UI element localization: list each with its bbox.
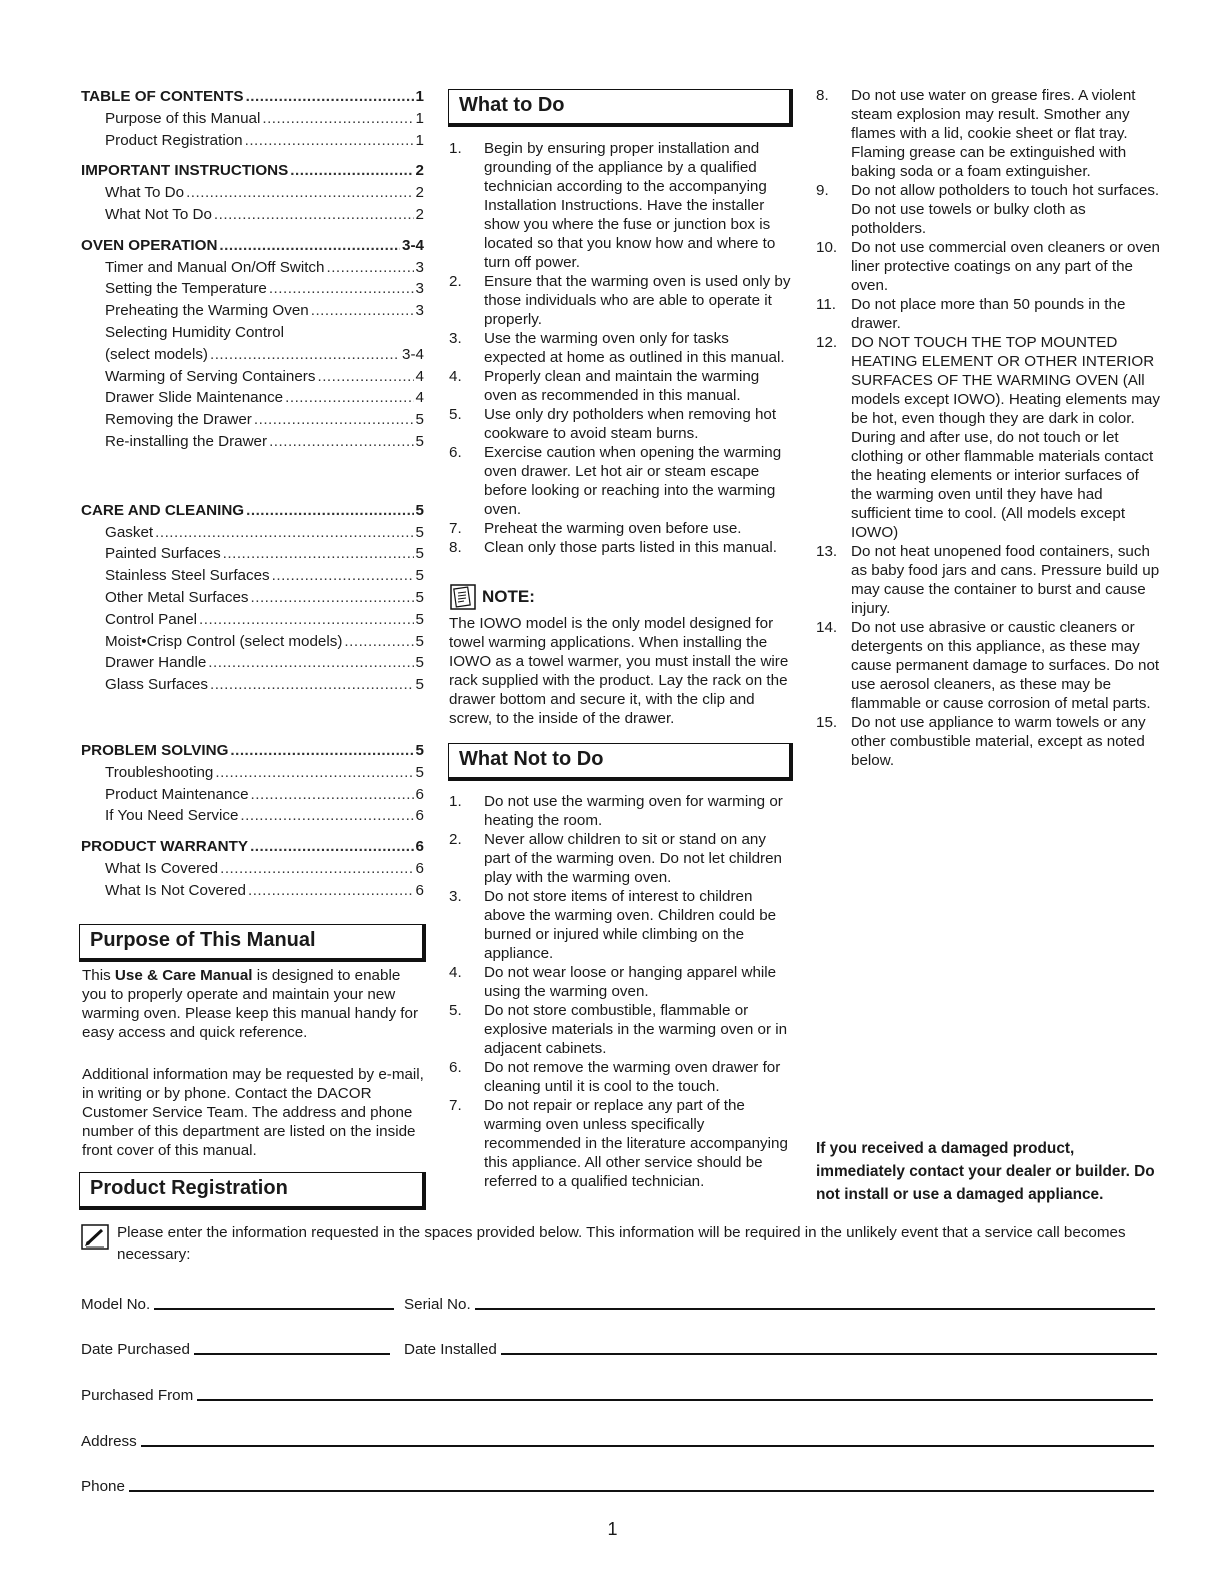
purpose-paragraph-1: This Use & Care Manual is designed to enable you to properly operate and maintain your new warming oven. Please keep this manual handy for easy access and quick reference.	[82, 967, 419, 1041]
toc-entry-title: Product Registration	[105, 131, 243, 149]
toc-entry-title: Selecting Humidity Control	[105, 323, 284, 341]
toc-entry	[81, 344, 424, 366]
note-text: The IOWO model is the only model designed for towel warming applications. When installing the IOWO as a towel warmer, you must install the wire rack supplied with the product. Lay the rack on the drawer bottom and secure it, with the clip and screw, to the inside of the drawer.	[449, 615, 789, 727]
toc-spacer	[81, 226, 424, 235]
note-title: NOTE:	[482, 587, 535, 606]
toc-entry-title: Warming of Serving Containers	[105, 367, 316, 385]
toc-entry-title: If You Need Service	[105, 807, 239, 825]
what-not-to-do-list	[449, 792, 793, 1191]
date-purchased-label: Date Purchased	[81, 1341, 190, 1358]
toc-page-number: 6	[415, 859, 424, 877]
list-item-text: Exercise caution when opening the warming oven drawer. Let hot air or steam escape before looking or reaching into the warming oven.	[484, 444, 782, 518]
toc-page-number: 1	[415, 131, 424, 149]
toc-leader-dots	[269, 278, 414, 300]
purpose-heading: Purpose of This Manual	[79, 924, 426, 962]
toc-entry	[81, 674, 424, 696]
list-item-text: Do not use the warming oven for warming or heating the room.	[484, 793, 783, 829]
what-not-to-do-list-continued	[816, 86, 1160, 770]
toc-entry	[81, 587, 424, 609]
note-heading	[450, 584, 535, 610]
serial-number-field[interactable]	[404, 1291, 1155, 1313]
toc-page-number: 2	[415, 184, 424, 202]
list-item	[449, 538, 791, 557]
list-item-number: 7.	[449, 520, 462, 537]
table-of-contents	[81, 86, 424, 902]
toc-page-number: 5	[415, 545, 424, 563]
list-item-text: DO NOT TOUCH THE TOP MOUNTED HEATING ELEMENT OR OTHER INTERIOR SURFACES OF THE WARMING OVEN (All models except IOWO). Heating elements may be hot, even though they are dark in color. During and after use, do not touch or let clothing or other flammable materials contact the heating elements or interior surfaces of the warming oven until they have had sufficient time to cool. (All models except IOWO)	[851, 334, 1160, 541]
toc-page-number: 5	[415, 763, 424, 781]
model-number-line[interactable]	[154, 1308, 394, 1310]
toc-leader-dots	[344, 631, 413, 653]
toc-spacer	[81, 453, 424, 500]
toc-entry	[81, 522, 424, 544]
list-item-number: 4.	[449, 368, 462, 385]
toc-entry-title: Troubleshooting	[105, 763, 214, 781]
toc-section-entry	[81, 86, 424, 108]
toc-spacer	[81, 696, 424, 740]
toc-page-number: 6	[415, 838, 424, 856]
toc-leader-dots	[317, 366, 413, 388]
toc-page-number: 2	[415, 162, 424, 180]
list-item-number: 8.	[449, 539, 462, 556]
list-item	[449, 329, 791, 367]
toc-entry	[81, 108, 424, 130]
list-item-text: Do not remove the warming oven drawer for cleaning until it is cool to the touch.	[484, 1059, 781, 1095]
list-item-number: 8.	[816, 87, 829, 104]
toc-entry-title: Setting the Temperature	[105, 280, 267, 298]
toc-entry	[81, 278, 424, 300]
toc-page-number: 1	[415, 109, 424, 127]
toc-entry	[81, 652, 424, 674]
toc-leader-dots	[223, 543, 414, 565]
purchased-from-line[interactable]	[197, 1399, 1153, 1401]
list-item	[816, 713, 1160, 770]
toc-page-number: 6	[415, 785, 424, 803]
list-item-number: 9.	[816, 182, 829, 199]
toc-entry	[81, 431, 424, 453]
toc-leader-dots	[210, 674, 414, 696]
pencil-icon	[81, 1224, 109, 1250]
toc-leader-dots	[262, 108, 413, 130]
toc-entry	[81, 322, 424, 344]
toc-page-number: 6	[415, 807, 424, 825]
toc-section-entry	[81, 500, 424, 522]
toc-leader-dots	[246, 500, 413, 522]
toc-leader-dots	[240, 805, 413, 827]
toc-entry	[81, 762, 424, 784]
toc-entry	[81, 182, 424, 204]
list-item-text: Use the warming oven only for tasks expected at home as outlined in this manual.	[484, 330, 785, 366]
list-item-number: 2.	[449, 273, 462, 290]
list-item-text: Never allow children to sit or stand on any part of the warming oven. Do not let children play with the warming oven.	[484, 831, 783, 886]
list-item-number: 5.	[449, 1002, 462, 1019]
toc-entry-title: Drawer Handle	[105, 654, 207, 672]
toc-leader-dots	[215, 762, 413, 784]
note-icon	[450, 584, 476, 610]
toc-entry-title: Gasket	[105, 523, 154, 541]
date-installed-label: Date Installed	[404, 1341, 497, 1358]
list-item	[449, 519, 791, 538]
toc-leader-dots	[251, 784, 414, 806]
toc-leader-dots	[245, 130, 414, 152]
toc-entry	[81, 257, 424, 279]
list-item	[449, 1096, 793, 1191]
list-item	[449, 272, 791, 329]
toc-leader-dots	[272, 565, 414, 587]
toc-leader-dots	[230, 740, 413, 762]
toc-page-number: 3	[415, 302, 424, 320]
toc-entry	[81, 880, 424, 902]
toc-entry-title: Control Panel	[105, 610, 198, 628]
list-item-text: Ensure that the warming oven is used only by those individuals who are able to operate it properly.	[484, 273, 791, 328]
list-item	[449, 1058, 793, 1096]
toc-leader-dots	[311, 300, 414, 322]
toc-entry-title: Removing the Drawer	[105, 411, 252, 429]
toc-entry	[81, 300, 424, 322]
toc-page-number: 5	[415, 676, 424, 694]
list-item	[449, 887, 793, 963]
toc-leader-dots	[250, 836, 413, 858]
list-item-number: 11.	[816, 296, 836, 313]
list-item-number: 1.	[449, 793, 462, 810]
date-installed-field[interactable]	[404, 1336, 1157, 1358]
phone-label: Phone	[81, 1478, 125, 1495]
what-to-do-heading: What to Do	[448, 89, 793, 127]
toc-leader-dots	[210, 344, 400, 366]
toc-leader-dots	[155, 522, 413, 544]
toc-section-entry	[81, 836, 424, 858]
address-label: Address	[81, 1433, 137, 1450]
what-not-to-do-heading: What Not to Do	[448, 743, 793, 781]
list-item-number: 4.	[449, 964, 462, 981]
list-item	[816, 542, 1160, 618]
phone-field[interactable]	[81, 1473, 1154, 1495]
toc-page-number: 5	[415, 741, 424, 759]
toc-page-number: 5	[415, 654, 424, 672]
list-item-text: Do not allow potholders to touch hot surfaces. Do not use towels or bulky cloth as potholders.	[851, 182, 1160, 237]
toc-section-entry	[81, 740, 424, 762]
list-item	[816, 618, 1160, 713]
toc-page-number: 5	[415, 610, 424, 628]
toc-entry-title: Preheating the Warming Oven	[105, 302, 309, 320]
toc-leader-dots	[251, 587, 414, 609]
list-item-number: 15.	[816, 714, 838, 731]
toc-leader-dots	[220, 858, 413, 880]
list-item	[449, 963, 793, 1001]
toc-entry-title: PROBLEM SOLVING	[81, 741, 229, 759]
toc-entry	[81, 130, 424, 152]
list-item-number: 7.	[449, 1097, 462, 1114]
list-item-number: 10.	[816, 239, 838, 256]
toc-page-number: 3-4	[402, 236, 424, 254]
toc-entry	[81, 204, 424, 226]
toc-leader-dots	[214, 204, 414, 226]
toc-entry-title: Other Metal Surfaces	[105, 588, 249, 606]
toc-leader-dots	[199, 609, 414, 631]
serial-number-label: Serial No.	[404, 1296, 471, 1313]
toc-leader-dots	[208, 652, 413, 674]
registration-intro	[81, 1222, 1171, 1265]
list-item-number: 1.	[449, 140, 462, 157]
list-item	[816, 333, 1160, 542]
toc-leader-dots	[285, 387, 413, 409]
toc-page-number: 5	[415, 567, 424, 585]
toc-entry	[81, 609, 424, 631]
list-item-text: Preheat the warming oven before use.	[484, 520, 742, 537]
list-item-text: Do not store items of interest to children above the warming oven. Children could be burned or injured while climbing on the appliance.	[484, 888, 777, 962]
address-field[interactable]	[81, 1428, 1154, 1450]
registration-heading: Product Registration	[79, 1172, 426, 1210]
list-item-number: 6.	[449, 444, 462, 461]
list-item-number: 14.	[816, 619, 838, 636]
list-item	[449, 367, 791, 405]
toc-entry-title: OVEN OPERATION	[81, 236, 218, 254]
toc-entry-title: Stainless Steel Surfaces	[105, 567, 270, 585]
toc-entry-title: TABLE OF CONTENTS	[81, 88, 244, 105]
toc-entry-title: What To Do	[105, 184, 185, 202]
toc-leader-dots	[269, 431, 413, 453]
list-item-text: Do not use commercial oven cleaners or oven liner protective coatings on any part of the oven.	[851, 239, 1160, 294]
serial-number-line[interactable]	[475, 1308, 1155, 1310]
toc-entry-title: What Is Covered	[105, 859, 219, 877]
toc-page-number: 5	[415, 501, 424, 519]
toc-leader-dots	[186, 182, 413, 204]
toc-page-number: 5	[415, 588, 424, 606]
toc-page-number: 5	[415, 432, 424, 450]
toc-entry	[81, 784, 424, 806]
toc-entry-title: PRODUCT WARRANTY	[81, 838, 249, 856]
toc-entry-title: Painted Surfaces	[105, 545, 221, 563]
list-item-text: Do not repair or replace any part of the warming oven unless specifically recommended in the literature accompanying this appliance. All other service should be referred to a qualified technician.	[484, 1097, 788, 1190]
toc-leader-dots	[254, 409, 414, 431]
list-item-text: Do not store combustible, flammable or explosive materials in the warming oven or in adjacent cabinets.	[484, 1002, 788, 1057]
toc-entry	[81, 565, 424, 587]
list-item-text: Do not use appliance to warm towels or any other combustible material, except as noted below.	[851, 714, 1146, 769]
toc-page-number: 4	[415, 389, 424, 407]
toc-entry	[81, 631, 424, 653]
what-to-do-list	[449, 139, 791, 557]
toc-leader-dots	[326, 257, 413, 279]
toc-leader-dots	[290, 160, 413, 182]
list-item-text: Use only dry potholders when removing hot cookware to avoid steam burns.	[484, 406, 777, 442]
list-item	[449, 405, 791, 443]
toc-entry-title: Moist•Crisp Control (select models)	[105, 632, 343, 650]
toc-entry-title: What Not To Do	[105, 205, 212, 223]
toc-spacer	[81, 827, 424, 836]
toc-entry-title: Drawer Slide Maintenance	[105, 389, 284, 407]
list-item-number: 2.	[449, 831, 462, 848]
phone-line[interactable]	[129, 1490, 1154, 1492]
toc-page-number: 5	[415, 411, 424, 429]
list-item-number: 5.	[449, 406, 462, 423]
toc-page-number: 3-4	[402, 345, 424, 363]
toc-entry-title: Purpose of this Manual	[105, 109, 261, 127]
toc-entry-title: (select models)	[105, 345, 208, 363]
model-number-label: Model No.	[81, 1296, 151, 1313]
damaged-product-warning: If you received a damaged product, immediately contact your dealer or builder. Do not install or use a damaged appliance.	[816, 1140, 1155, 1203]
toc-entry-title: IMPORTANT INSTRUCTIONS	[81, 162, 289, 180]
toc-page-number: 5	[415, 632, 424, 650]
list-item-text: Do not heat unopened food containers, such as baby food jars and cans. Pressure build up may cause the container to burst and cause injury.	[851, 543, 1160, 617]
purpose-paragraph-2: Additional information may be requested by e-mail, in writing or by phone. Contact the DACOR Customer Service Team. The address and phone number of this department are listed on the inside front cover of this manual.	[82, 1066, 424, 1159]
list-item-text: Do not use abrasive or caustic cleaners or detergents on this appliance, as these may cause permanent damage to surfaces. Do not use aerosol cleaners, as these may be flammable or cause corrosion of metal parts.	[851, 619, 1160, 712]
toc-entry-title: What Is Not Covered	[105, 881, 246, 899]
toc-entry	[81, 387, 424, 409]
list-item	[449, 830, 793, 887]
list-item-number: 3.	[449, 330, 462, 347]
list-item	[816, 86, 1160, 181]
toc-page-number: 1	[415, 88, 424, 105]
list-item-number: 3.	[449, 888, 462, 905]
toc-entry-title: CARE AND CLEANING	[81, 501, 245, 519]
date-purchased-line[interactable]	[194, 1353, 390, 1355]
toc-section-entry	[81, 160, 424, 182]
toc-page-number: 5	[415, 523, 424, 541]
model-number-field[interactable]	[81, 1291, 394, 1313]
list-item-text: Begin by ensuring proper installation and grounding of the appliance by a qualified technician according to the accompanying Installation Instructions. Have the installer show you where the fuse or junction box is located so that you know how and where to turn off power.	[484, 140, 776, 271]
date-purchased-field[interactable]	[81, 1336, 390, 1358]
address-line[interactable]	[141, 1445, 1154, 1447]
list-item-text: Do not place more than 50 pounds in the drawer.	[851, 296, 1126, 332]
toc-leader-dots	[246, 86, 414, 108]
page-number: 1	[607, 1519, 618, 1539]
list-item-number: 12.	[816, 334, 838, 351]
toc-entry	[81, 543, 424, 565]
toc-section-entry	[81, 235, 424, 257]
toc-entry	[81, 805, 424, 827]
toc-entry-title: Glass Surfaces	[105, 676, 208, 694]
toc-entry	[81, 366, 424, 388]
list-item	[449, 792, 793, 830]
toc-page-number: 6	[415, 881, 424, 899]
list-item-text: Properly clean and maintain the warming oven as recommended in this manual.	[484, 368, 760, 404]
toc-entry-title: Product Maintenance	[105, 785, 249, 803]
list-item-text: Do not use water on grease fires. A violent steam explosion may result. Smother any flames with a lid, cookie sheet or flat tray. Flaming grease can be extinguished with baking soda or a foam extinguisher.	[851, 87, 1136, 180]
list-item-number: 6.	[449, 1059, 462, 1076]
list-item-number: 13.	[816, 543, 838, 560]
purchased-from-field[interactable]	[81, 1382, 1153, 1404]
purchased-from-label: Purchased From	[81, 1387, 194, 1404]
purpose-text	[82, 966, 424, 1160]
date-installed-line[interactable]	[501, 1353, 1157, 1355]
toc-leader-dots	[219, 235, 400, 257]
list-item	[816, 295, 1160, 333]
toc-entry-title: Timer and Manual On/Off Switch	[105, 258, 325, 276]
toc-leader-dots	[248, 880, 414, 902]
list-item	[449, 1001, 793, 1058]
toc-page-number: 3	[415, 258, 424, 276]
list-item	[816, 181, 1160, 238]
list-item	[449, 443, 791, 519]
toc-entry-title: Re-installing the Drawer	[105, 432, 268, 450]
toc-page-number: 3	[415, 280, 424, 298]
toc-page-number: 2	[415, 205, 424, 223]
toc-page-number: 4	[415, 367, 424, 385]
list-item	[449, 139, 791, 272]
registration-intro-text: Please enter the information requested in the spaces provided below. This information will be required in the unlikely event that a service call becomes necessary:	[117, 1224, 1126, 1263]
list-item-text: Do not wear loose or hanging apparel while using the warming oven.	[484, 964, 777, 1000]
toc-entry	[81, 409, 424, 431]
toc-entry	[81, 858, 424, 880]
list-item	[816, 238, 1160, 295]
toc-spacer	[81, 151, 424, 160]
list-item-text: Clean only those parts listed in this manual.	[484, 539, 777, 556]
